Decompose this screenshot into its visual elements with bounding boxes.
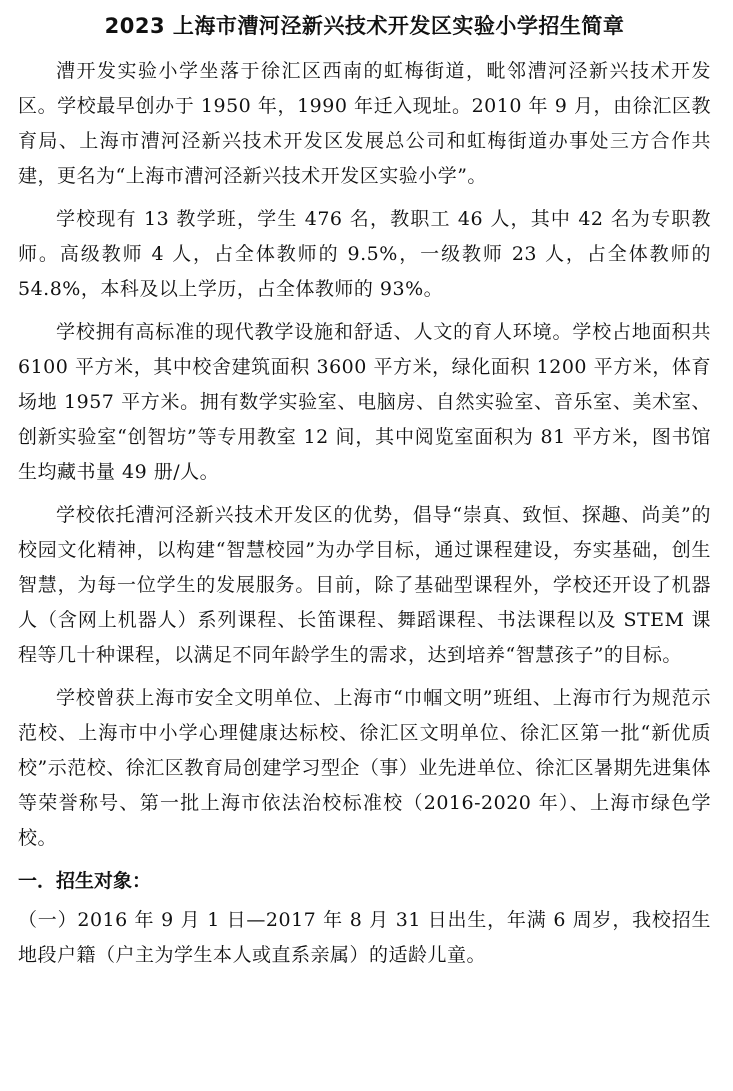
enrollment-item-1: （一）2016 年 9 月 1 日—2017 年 8 月 31 日出生，年满 6 周岁，我校招生地段户籍（户主为学生本人或直系亲属）的适龄儿童。 — [18, 909, 711, 966]
paragraph-honors: 学校曾获上海市安全文明单位、上海市“巾帼文明”班组、上海市行为规范示范校、上海市中小学心理健康达标校、徐汇区文明单位、徐汇区第一批“新优质校”示范校、徐汇区教育局创建学习型企（事）业先进单位、徐汇区暑期先进集体等荣誉称号、第一批上海市依法治校标准校（2016-2020 年）、上海市绿色学校。 — [18, 687, 711, 849]
paragraph-staff: 学校现有 13 教学班，学生 476 名，教职工 46 人，其中 42 名为专职教师。高级教师 4 人，占全体教师的 9.5%，一级教师 23 人，占全体教师的 54.8%，本科及以上学历，占全体教师的 93%。 — [18, 208, 711, 300]
paragraph-curriculum: 学校依托漕河泾新兴技术开发区的优势，倡导“崇真、致恒、探趣、尚美”的校园文化精神，以构建“智慧校园”为办学目标，通过课程建设，夯实基础，创生智慧，为每一位学生的发展服务。目前，除了基础型课程外，学校还开设了机器人（含网上机器人）系列课程、长笛课程、舞蹈课程、书法课程以及 STEM 课程等几十种课程，以满足不同年龄学生的需求，达到培养“智慧孩子”的目标。 — [18, 504, 711, 666]
section-heading-enrollment: 一．招生对象： — [18, 870, 152, 892]
document-title: 2023 上海市漕河泾新兴技术开发区实验小学招生简章 — [104, 14, 625, 38]
paragraph-intro: 漕开发实验小学坐落于徐汇区西南的虹梅街道，毗邻漕河泾新兴技术开发区。学校最早创办于 1950 年，1990 年迁入现址。2010 年 9 月，由徐汇区教育局、上海市漕河泾新兴技术开发区发展总公司和虹梅街道办事处三方合作共建，更名为“上海市漕河泾新兴技术开发区实验小学”。 — [18, 60, 711, 187]
paragraph-facilities: 学校拥有高标准的现代教学设施和舒适、人文的育人环境。学校占地面积共 6100 平方米，其中校舍建筑面积 3600 平方米，绿化面积 1200 平方米，体育场地 1957 平方米。拥有数学实验室、电脑房、自然实验室、音乐室、美术室、创新实验室“创智坊”等专用教室 12 间，其中阅览室面积为 81 平方米，图书馆生均藏书量 49 册/人。 — [18, 321, 711, 483]
